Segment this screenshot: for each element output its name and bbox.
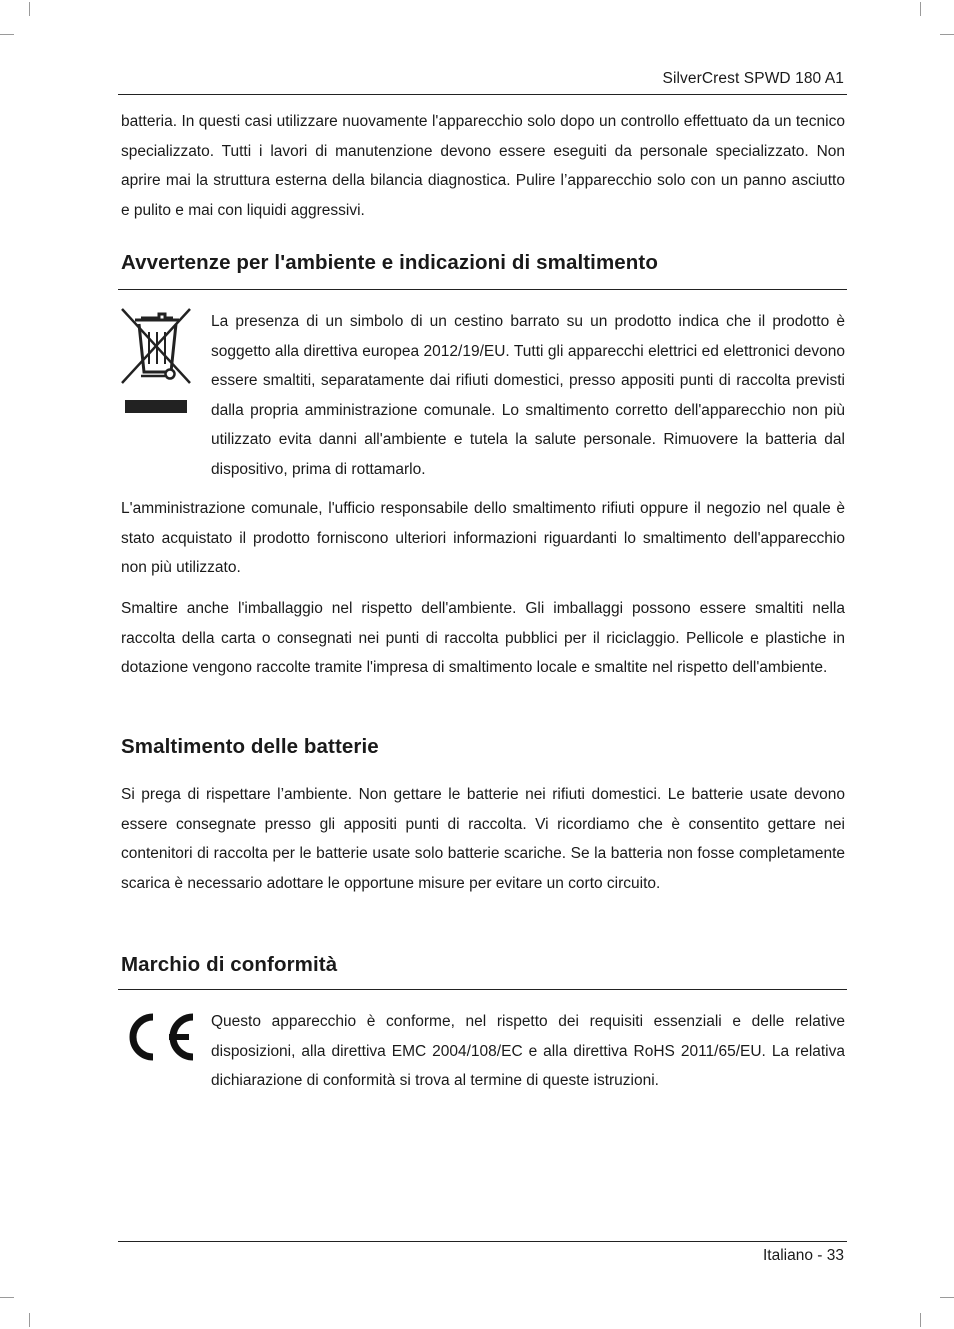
crop-mark <box>920 2 921 16</box>
section-rule <box>118 989 847 990</box>
conformity-heading: Marchio di conformità <box>121 953 338 976</box>
section-rule <box>118 289 847 290</box>
crop-mark <box>0 34 14 35</box>
page-number: Italiano - 33 <box>763 1247 844 1264</box>
environment-paragraph-3: Smaltire anche l'imballaggio nel rispetto dell'ambiente. Gli imballaggi possono essere smaltiti nella raccolta della carta o consegnati nei punti di raccolta pubblici per il riciclaggio. Pellicole e plastiche in dotazione vengono raccolte tramite l'impresa di smaltimento locale e smaltite nel rispetto dell'ambiente. <box>121 600 845 677</box>
ce-mark-icon <box>119 1009 197 1065</box>
crop-mark <box>29 1313 30 1327</box>
crop-mark <box>0 1297 14 1298</box>
footer-rule <box>118 1241 847 1242</box>
crop-mark <box>940 34 954 35</box>
header-rule <box>118 94 847 95</box>
environment-heading: Avvertenze per l'ambiente e indicazioni di smaltimento <box>121 251 658 274</box>
page-header-title: SilverCrest SPWD 180 A1 <box>662 70 844 87</box>
batteries-heading: Smaltimento delle batterie <box>121 735 379 758</box>
crop-mark <box>29 2 30 16</box>
weee-paragraph: La presenza di un simbolo di un cestino barrato su un prodotto indica che il prodotto è soggetto alla direttiva europea 2012/19/EU. Tutti gli apparecchi elettrici ed elettronici devono essere smaltiti, separatamente dai rifiuti domestici, presso appositi punti di raccolta previsti dalla propria amministrazione comunale. Lo smaltimento corretto dell'apparecchio non più utilizzato evita danni all'ambiente e tutela la salute personale. Rimuovere la batteria dal dispositivo, prima di rottamarlo. <box>211 313 845 478</box>
intro-paragraph: batteria. In questi casi utilizzare nuovamente l'apparecchio solo dopo un controllo effettuato da un tecnico specializzato. Tutti i lavori di manutenzione devono essere eseguiti da personale specializzato. Non aprire mai la struttura esterna della bilancia diagnostica. Pulire l’apparecchio solo con un panno asciutto e pulito e mai con liquidi aggressivi. <box>121 113 845 219</box>
conformity-paragraph: Questo apparecchio è conforme, nel rispetto dei requisiti essenziali e delle relative disposizioni, alla direttiva EMC 2004/108/EC e alla direttiva RoHS 2011/65/EU. La relativa dichiarazione di conformità si trova al termine di queste istruzioni. <box>211 1013 845 1090</box>
environment-paragraph-2: L'amministrazione comunale, l'ufficio responsabile dello smaltimento rifiuti oppure il negozio nel quale è stato acquistato il prodotto forniscono ulteriori informazioni riguardanti lo smaltimento dell'apparecchio non più utilizzato. <box>121 500 845 577</box>
crossed-out-wheelie-bin-icon <box>119 306 193 416</box>
crop-mark <box>940 1297 954 1298</box>
crop-mark <box>920 1313 921 1327</box>
batteries-paragraph: Si prega di rispettare l’ambiente. Non gettare le batterie nei rifiuti domestici. Le batterie usate devono essere consegnate presso gli appositi punti di raccolta. Vi ricordiamo che è consentito gettare nei contenitori di raccolta per le batterie usate solo batterie scariche. Se la batteria non fosse completamente scarica è necessario adottare le opportune misure per evitare un corto circuito. <box>121 786 845 892</box>
